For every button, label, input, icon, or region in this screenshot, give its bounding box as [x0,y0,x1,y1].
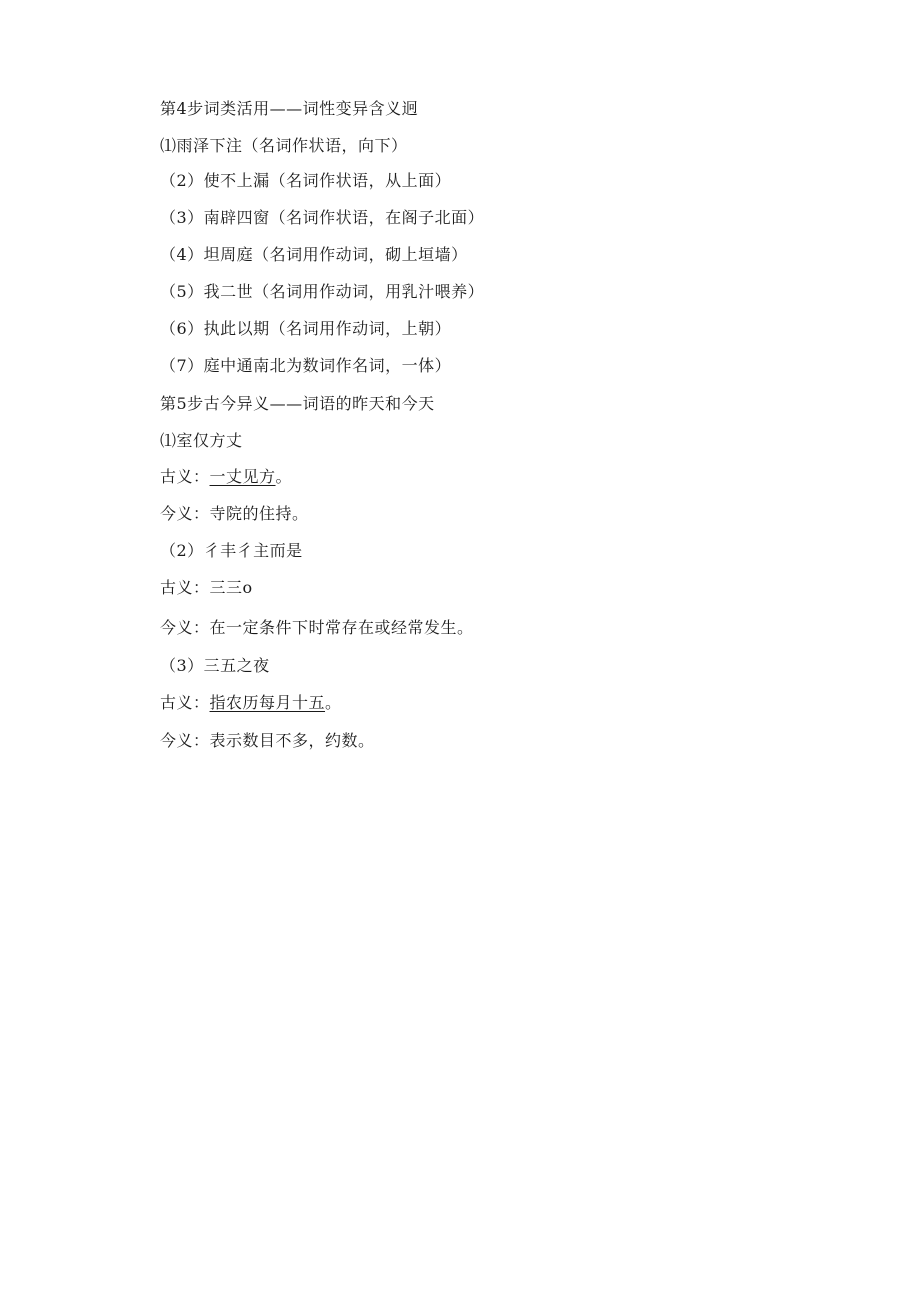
term-2: （2）彳丰彳主而是 [160,541,303,560]
list-item: （7）庭中通南北为数词作名词，一体） [160,356,452,375]
section5-heading: 第5步古今异义——词语的昨天和今天 [160,394,435,413]
ancient-meaning-3 [160,692,342,714]
term-1: ⑴室仅方丈 [160,431,243,450]
ancient-value-underlined: 指农历每月十五 [209,693,326,712]
term-3: （3）三五之夜 [160,656,270,675]
list-item: （3）南辟四窗（名词作状语，在阁子北面） [160,208,485,227]
section4-heading: 第4步词类活用——词性变异含义迥 [160,99,419,118]
ancient-label: 古义： [160,693,210,712]
ancient-value-underlined: 一丈见方 [209,467,276,486]
modern-meaning-3: 今义：表示数目不多，约数。 [160,731,375,750]
ancient-meaning-2: 古义：三三o [160,578,253,597]
list-item: （5）我二世（名词用作动词，用乳汁喂养） [160,282,485,301]
list-item: （4）坦周庭（名词用作动词，砌上垣墙） [160,245,468,264]
ancient-label: 古义： [160,467,210,486]
ancient-suffix: 。 [325,693,342,712]
ancient-suffix: 。 [275,467,293,486]
ancient-meaning-1 [160,466,292,488]
list-item: ⑴雨泽下注（名词作状语，向下） [160,136,408,155]
list-item: （6）执此以期（名词用作动词，上朝） [160,319,452,338]
list-item: （2）使不上漏（名词作状语，从上面） [160,171,452,190]
modern-meaning-2: 今义：在一定条件下时常存在或经常发生。 [160,618,474,637]
modern-meaning-1: 今义：寺院的住持。 [160,504,309,523]
